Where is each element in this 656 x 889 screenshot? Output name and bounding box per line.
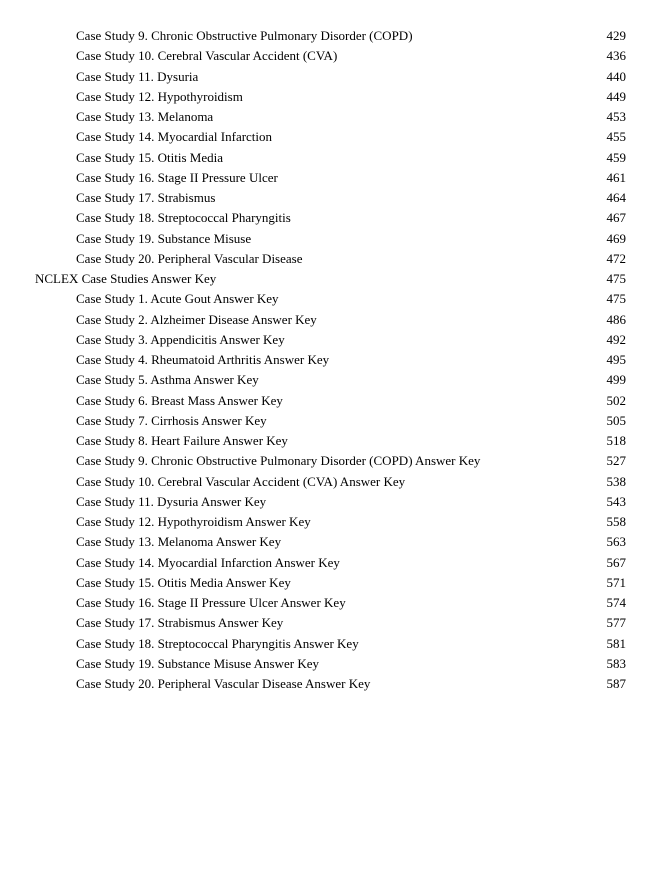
toc-entry-title: Case Study 19. Substance Misuse Answer Key [76, 655, 320, 671]
toc-entry-title: Case Study 9. Chronic Obstructive Pulmonary Disorder (COPD) [76, 28, 413, 43]
toc-entry[interactable] [0, 168, 656, 188]
toc-entry[interactable] [0, 127, 656, 147]
toc-entry-page-number: 577 [606, 615, 626, 631]
toc-entry-title: Case Study 3. Appendicitis Answer Key [76, 331, 285, 347]
toc-entry-title: Case Study 18. Streptococcal Pharyngitis Answer Key [76, 635, 359, 651]
toc-entry-page-number: 581 [606, 635, 626, 651]
toc-entry[interactable] [0, 26, 656, 46]
toc-entry-page-number: 467 [606, 210, 626, 226]
toc-entry[interactable] [0, 573, 656, 593]
toc-entry-title: Case Study 12. Hypothyroidism Answer Key [76, 514, 311, 529]
toc-entry-title: Case Study 9. Chronic Obstructive Pulmonary Disorder (COPD) Answer Key [76, 453, 481, 469]
toc-entry-page-number: 558 [606, 514, 626, 529]
toc-entry-title: Case Study 14. Myocardial Infarction Answer Key [76, 554, 340, 570]
toc-entry-title: Case Study 4. Rheumatoid Arthritis Answer Key [76, 352, 330, 367]
toc-entry[interactable] [0, 553, 656, 573]
toc-entry-page-number: 455 [606, 129, 626, 145]
toc-entry[interactable] [0, 67, 656, 87]
toc-entry-page-number: 527 [606, 453, 626, 469]
toc-entry[interactable] [0, 472, 656, 492]
toc-entry-page-number: 505 [606, 412, 626, 428]
toc-entry[interactable] [0, 208, 656, 228]
toc-entry-title: Case Study 7. Cirrhosis Answer Key [76, 412, 267, 428]
toc-entry-page-number: 486 [606, 311, 626, 327]
toc-entry-title: Case Study 11. Dysuria Answer Key [76, 493, 267, 509]
toc-entry[interactable] [0, 634, 656, 654]
toc-entry-page-number: 583 [606, 655, 626, 671]
toc-entry-page-number: 587 [606, 676, 626, 691]
toc-entry-title: Case Study 11. Dysuria [76, 68, 199, 84]
toc-entry[interactable] [0, 411, 656, 431]
toc-entry[interactable] [0, 330, 656, 350]
table-of-contents [0, 26, 656, 694]
toc-entry[interactable] [0, 674, 656, 694]
toc-entry-title: Case Study 2. Alzheimer Disease Answer Key [76, 311, 317, 327]
toc-entry[interactable] [0, 310, 656, 330]
toc-entry[interactable] [0, 532, 656, 552]
toc-entry-page-number: 492 [606, 331, 626, 347]
toc-entry-title: Case Study 13. Melanoma Answer Key [76, 534, 282, 550]
toc-entry-page-number: 538 [606, 473, 626, 489]
toc-entry-title: Case Study 17. Strabismus Answer Key [76, 615, 284, 631]
toc-entry-page-number: 567 [606, 554, 626, 570]
toc-entry-title: Case Study 18. Streptococcal Pharyngitis [76, 210, 291, 226]
toc-entry-title: Case Study 8. Heart Failure Answer Key [76, 433, 288, 448]
toc-entry-title: Case Study 10. Cerebral Vascular Accident (CVA) Answer Key [76, 473, 406, 489]
toc-entry-page-number: 440 [606, 68, 626, 84]
toc-entry[interactable] [0, 512, 656, 532]
toc-entry-title: Case Study 14. Myocardial Infarction [76, 129, 273, 145]
toc-entry-page-number: 429 [606, 28, 626, 43]
toc-entry-page-number: 518 [606, 433, 626, 448]
toc-entry-page-number: 459 [606, 149, 626, 165]
toc-entry[interactable] [0, 229, 656, 249]
toc-section-entry[interactable] [0, 269, 656, 289]
toc-entry-page-number: 436 [606, 48, 626, 64]
toc-entry-title: Case Study 13. Melanoma [76, 109, 214, 124]
toc-entry-title: Case Study 15. Otitis Media [76, 149, 223, 165]
toc-entry-page-number: 571 [606, 574, 626, 590]
toc-entry[interactable] [0, 350, 656, 370]
toc-entry-page-number: 461 [606, 169, 626, 185]
toc-entry-page-number: 543 [606, 493, 626, 509]
toc-entry[interactable] [0, 451, 656, 471]
toc-entry-title: Case Study 6. Breast Mass Answer Key [76, 392, 283, 408]
toc-entry[interactable] [0, 188, 656, 208]
toc-entry[interactable] [0, 148, 656, 168]
toc-entry-page-number: 502 [606, 392, 626, 408]
toc-entry-title: Case Study 15. Otitis Media Answer Key [76, 574, 291, 590]
toc-entry-title: Case Study 16. Stage II Pressure Ulcer [76, 169, 278, 185]
toc-entry-title: NCLEX Case Studies Answer Key [35, 271, 217, 286]
toc-entry[interactable] [0, 654, 656, 674]
toc-entry-title: Case Study 19. Substance Misuse [76, 230, 252, 246]
toc-entry-page-number: 475 [606, 291, 626, 307]
toc-entry-title: Case Study 16. Stage II Pressure Ulcer Answer Key [76, 595, 346, 610]
toc-entry[interactable] [0, 370, 656, 390]
toc-entry-title: Case Study 12. Hypothyroidism [76, 88, 243, 104]
toc-entry-page-number: 472 [606, 250, 626, 266]
toc-entry-page-number: 495 [606, 352, 626, 367]
toc-entry-title: Case Study 1. Acute Gout Answer Key [76, 291, 279, 307]
toc-entry-title: Case Study 5. Asthma Answer Key [76, 372, 259, 388]
toc-entry[interactable] [0, 87, 656, 107]
toc-entry-title: Case Study 20. Peripheral Vascular Disease Answer Key [76, 676, 371, 691]
toc-entry[interactable] [0, 107, 656, 127]
toc-entry-title: Case Study 20. Peripheral Vascular Disease [76, 250, 303, 266]
toc-entry[interactable] [0, 46, 656, 66]
toc-entry[interactable] [0, 613, 656, 633]
toc-entry-page-number: 499 [606, 372, 626, 388]
toc-entry-title: Case Study 17. Strabismus [76, 190, 216, 205]
toc-entry-page-number: 449 [606, 88, 626, 104]
toc-entry[interactable] [0, 431, 656, 451]
toc-entry-page-number: 453 [606, 109, 626, 124]
toc-entry[interactable] [0, 391, 656, 411]
toc-entry-page-number: 574 [606, 595, 626, 610]
toc-entry-page-number: 563 [606, 534, 626, 550]
toc-entry[interactable] [0, 249, 656, 269]
toc-entry[interactable] [0, 492, 656, 512]
toc-entry[interactable] [0, 289, 656, 309]
toc-entry[interactable] [0, 593, 656, 613]
toc-entry-page-number: 475 [606, 271, 626, 286]
toc-entry-title: Case Study 10. Cerebral Vascular Accident (CVA) [76, 48, 338, 64]
toc-entry-page-number: 469 [606, 230, 626, 246]
toc-entry-page-number: 464 [606, 190, 626, 205]
